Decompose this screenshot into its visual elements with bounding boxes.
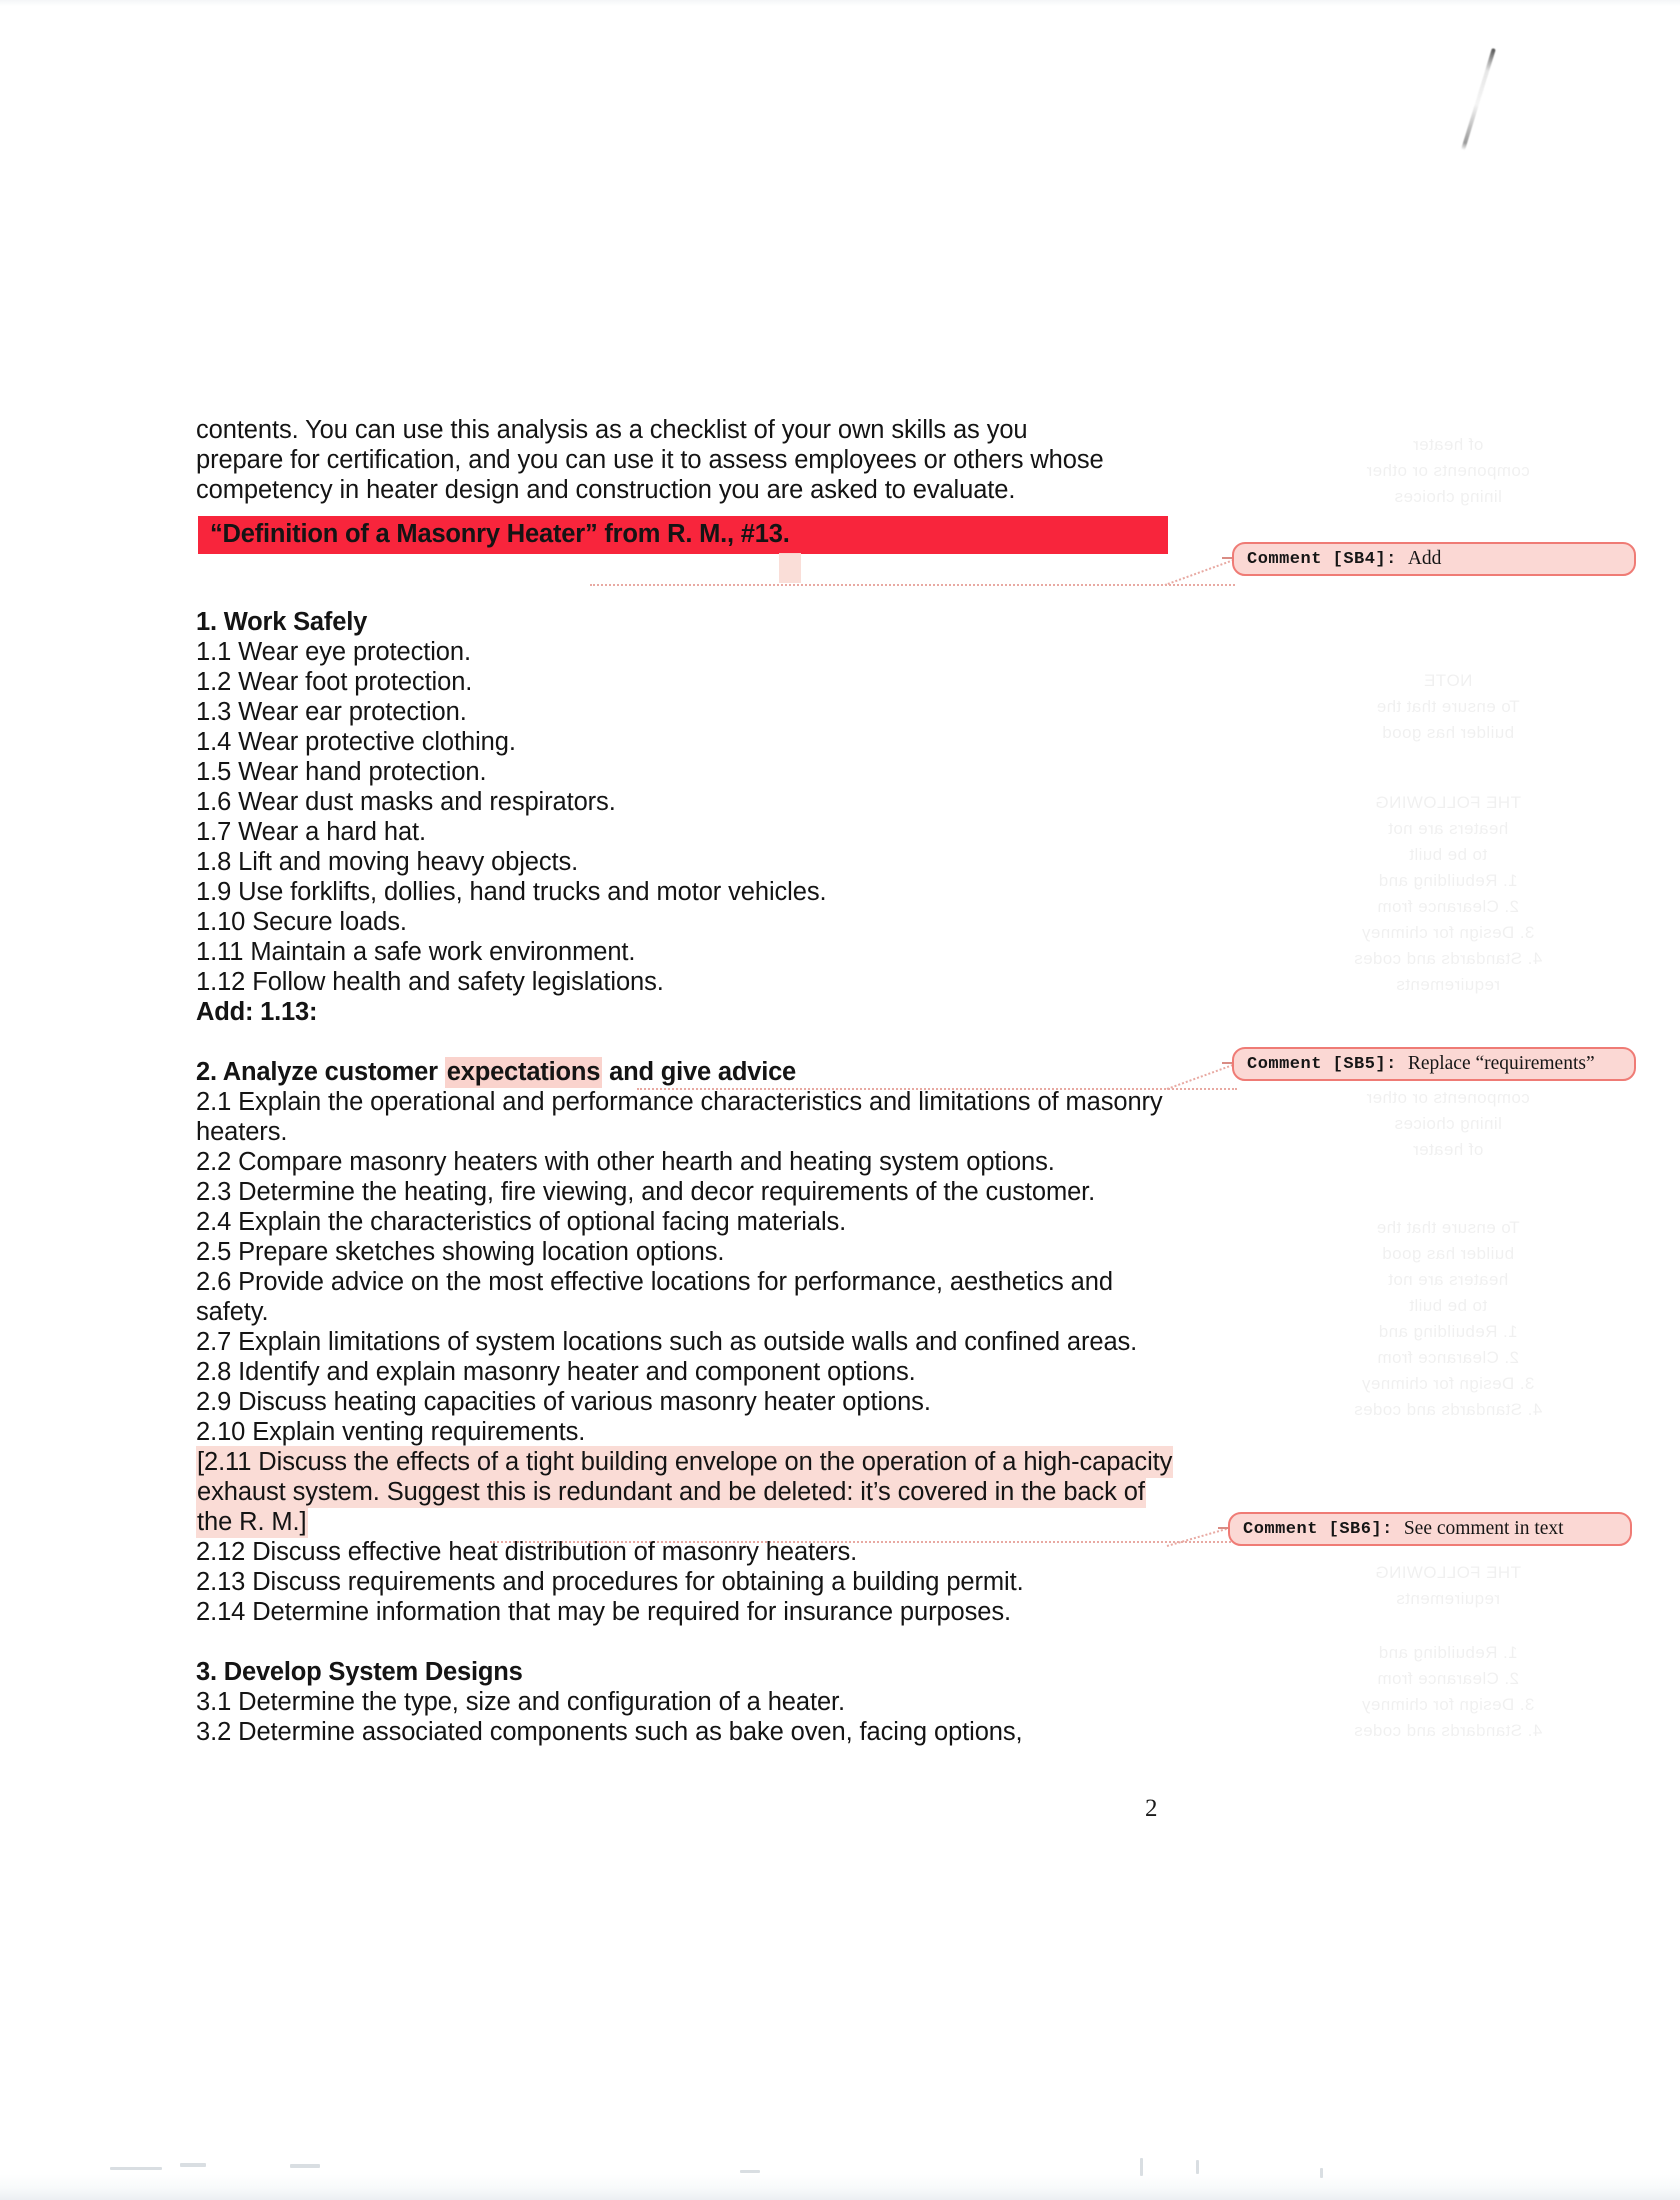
list-item: 1.2 Wear foot protection.	[196, 668, 473, 696]
section-3-heading: 3. Develop System Designs	[196, 1658, 523, 1686]
list-item: 1.5 Wear hand protection.	[196, 758, 487, 786]
list-item: 1.6 Wear dust masks and respirators.	[196, 788, 616, 816]
comment-bubble-sb6[interactable]	[1228, 1512, 1632, 1546]
comment-text: Add	[1407, 548, 1442, 569]
bleed-through-ghost-text: THE FOLLOWING heaters are not to be built 1. Rebuilding and 2. Clearance from 3. Design for chimney 4. Standards and codes requirements	[1353, 793, 1543, 994]
section-gap	[196, 549, 1181, 607]
list-item: 2.1 Explain the operational and performance characteristics and limitations of masonry heaters.	[196, 1088, 1163, 1146]
list-item: 2.14 Determine information that may be required for insurance purposes.	[196, 1598, 1012, 1626]
list-item: 1.10 Secure loads.	[196, 908, 407, 936]
list-item: 2.5 Prepare sketches showing location options.	[196, 1238, 725, 1266]
intro-line: contents. You can use this analysis as a checklist of your own skills as you	[196, 416, 1028, 444]
comment-bubble-sb4[interactable]	[1232, 542, 1636, 576]
list-item: 1.9 Use forklifts, dollies, hand trucks and motor vehicles.	[196, 878, 827, 906]
bleed-through-ghost-text: To ensure that the builder has good heaters are not to be built 1. Rebuilding and 2. Clearance from 3. Design for chimney 4. Standards and codes	[1353, 1218, 1543, 1419]
scan-speck	[1140, 2158, 1143, 2176]
list-item: 2.10 Explain venting requirements.	[196, 1418, 586, 1446]
scan-speck	[740, 2170, 760, 2173]
bleed-through-ghost-text: of heater components or other lining choices	[1366, 435, 1530, 506]
intro-line: competency in heater design and construction you are asked to evaluate.	[196, 476, 1016, 504]
comment-label: Comment [SB5]:	[1247, 1054, 1397, 1074]
scan-speck	[1320, 2168, 1323, 2178]
list-item: 2.6 Provide advice on the most effective locations for performance, aesthetics and safety.	[196, 1268, 1113, 1326]
list-item: 1.8 Lift and moving heavy objects.	[196, 848, 579, 876]
scan-speck	[290, 2164, 320, 2168]
scan-edge-artifact-top	[0, 0, 1680, 6]
scan-speck	[1196, 2160, 1199, 2174]
comment-text: Replace “requirements”	[1407, 1053, 1595, 1074]
list-item: 1.12 Follow health and safety legislations.	[196, 968, 664, 996]
section-2-heading-highlight: expectations	[446, 1058, 601, 1086]
list-item: 1.7 Wear a hard hat.	[196, 818, 427, 846]
bracketed-editor-note	[196, 1447, 1181, 1537]
section-1-heading: 1. Work Safely	[196, 608, 368, 636]
intro-line: prepare for certification, and you can use it to assess employees or others whose	[196, 446, 1104, 474]
list-item: 1.4 Wear protective clothing.	[196, 728, 516, 756]
list-item: 2.13 Discuss requirements and procedures for obtaining a building permit.	[196, 1568, 1024, 1596]
list-item: 2.2 Compare masonry heaters with other hearth and heating system options.	[196, 1148, 1055, 1176]
list-item: 1.3 Wear ear protection.	[196, 698, 467, 726]
list-item: 2.7 Explain limitations of system locations such as outside walls and confined areas.	[196, 1328, 1138, 1356]
scan-speck	[180, 2163, 206, 2167]
comment-label: Comment [SB6]:	[1243, 1519, 1393, 1539]
bleed-through-ghost-text: 1. Rebuilding and 2. Clearance from 3. Design for chimney 4. Standards and codes	[1353, 1643, 1543, 1740]
comment-bubble-sb5[interactable]	[1232, 1047, 1636, 1081]
bleed-through-ghost-text: components or other lining choices of heater	[1366, 1088, 1530, 1159]
list-item: 2.8 Identify and explain masonry heater and component options.	[196, 1358, 916, 1386]
redaction-gap	[196, 505, 1181, 519]
document-body	[196, 415, 1181, 1747]
section-gap	[196, 1627, 1181, 1657]
list-item: 1.1 Wear eye protection.	[196, 638, 471, 666]
scan-speck	[110, 2167, 162, 2170]
section-2-heading-part-2: and give advice	[602, 1058, 797, 1086]
definition-line: “Definition of a Masonry Heater” from R. M., #13.	[210, 520, 790, 548]
list-item: 3.1 Determine the type, size and configuration of a heater.	[196, 1688, 846, 1716]
page-number: 2	[1145, 1795, 1158, 1822]
pen-stroke-artifact	[1461, 48, 1496, 151]
section-2-heading-part-1: 2. Analyze customer	[196, 1058, 445, 1086]
bleed-through-ghost-text: THE FOLLOWING requirements	[1375, 1563, 1521, 1608]
section-1-trailing-note: Add: 1.13:	[196, 998, 318, 1026]
bleed-through-ghost-text: NOTE To ensure that the builder has good	[1376, 671, 1520, 742]
list-item: 3.2 Determine associated components such as bake oven, facing options,	[196, 1718, 1023, 1746]
list-item: 2.3 Determine the heating, fire viewing, and decor requirements of the customer.	[196, 1178, 1096, 1206]
list-item: 1.11 Maintain a safe work environment.	[196, 938, 636, 966]
list-item: 2.4 Explain the characteristics of optional facing materials.	[196, 1208, 847, 1236]
comment-label: Comment [SB4]:	[1247, 549, 1397, 569]
bracketed-editor-note-text: [2.11 Discuss the effects of a tight building envelope on the operation of a high-capacity exhaust system. Suggest this is redundant and be deleted: it’s covered in the back of the R. M.]	[197, 1448, 1173, 1536]
scan-edge-artifact-bottom	[0, 2174, 1680, 2200]
section-gap	[196, 1027, 1181, 1057]
section-2-heading	[196, 1057, 1181, 1087]
comment-text: See comment in text	[1403, 1518, 1564, 1539]
list-item: 2.9 Discuss heating capacities of various masonry heater options.	[196, 1388, 931, 1416]
list-item: 2.12 Discuss effective heat distribution of masonry heaters.	[196, 1538, 858, 1566]
